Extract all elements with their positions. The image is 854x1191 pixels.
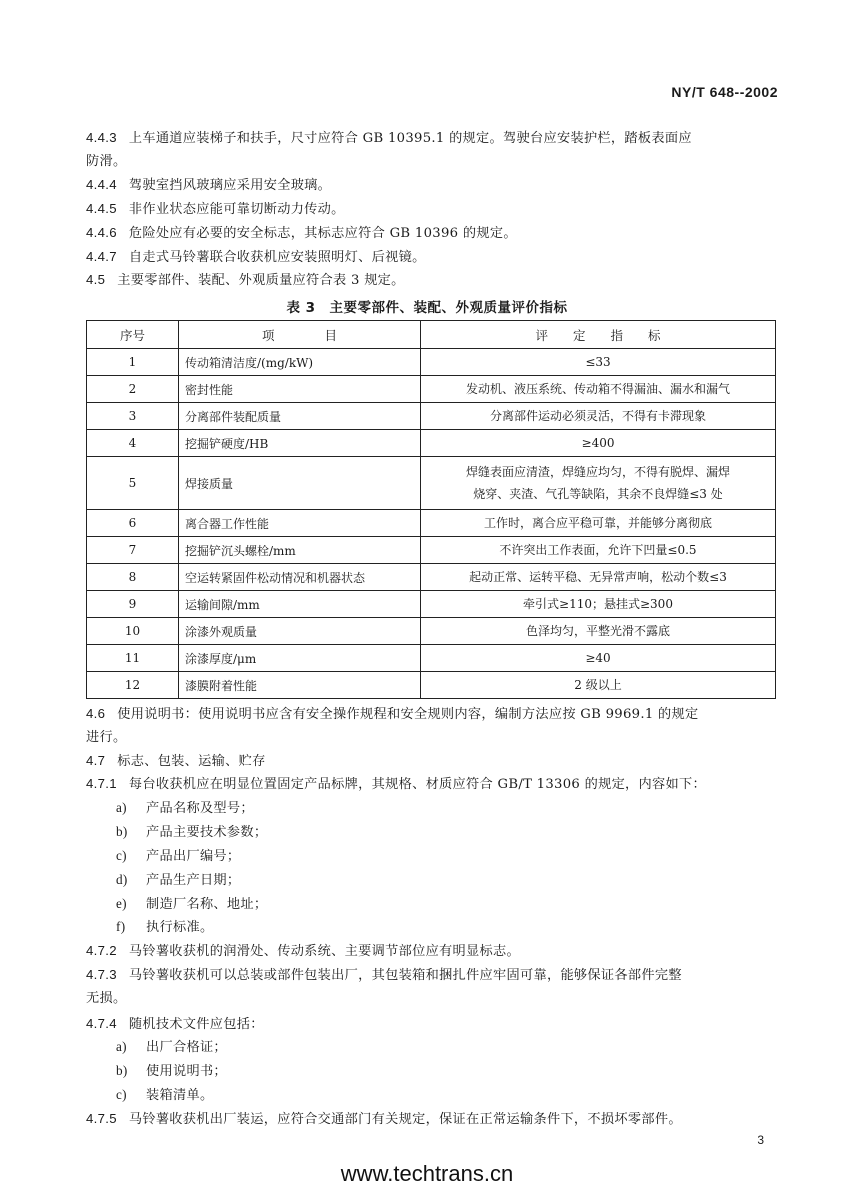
table-title: 表 3 主要零部件、装配、外观质量评价指标	[286, 300, 568, 316]
row-item: 焊接质量	[179, 457, 421, 510]
list-item: b) 使用说明书；	[116, 1063, 227, 1079]
row-item: 漆膜附着性能	[179, 672, 421, 699]
clause-continuation: 防滑。	[86, 154, 127, 169]
row-criteria: 色泽均匀，平整光滑不露底	[421, 618, 776, 645]
list-item: e) 制造厂名称、地址；	[116, 896, 268, 912]
row-number: 1	[87, 349, 179, 376]
table-header-row	[87, 321, 776, 349]
clause-4-7-3	[86, 963, 776, 1010]
list-item: f) 执行标准。	[116, 919, 214, 935]
clause-4-7-2	[86, 939, 776, 963]
list-item: a) 产品名称及型号；	[116, 800, 254, 816]
table-row	[87, 618, 776, 645]
row-number: 3	[87, 403, 179, 430]
footer-url[interactable]: www.techtrans.cn	[340, 1161, 514, 1186]
row-criteria: 分离部件运动必须灵活，不得有卡滞现象	[421, 403, 776, 430]
row-number: 9	[87, 591, 179, 618]
clause-text: 危险处应有必要的安全标志，其标志应符合 GB 10396 的规定。	[128, 226, 517, 241]
row-item: 分离部件装配质量	[179, 403, 421, 430]
row-number: 5	[87, 457, 179, 510]
clause-4-4-5	[86, 197, 776, 221]
row-criteria: ≥400	[421, 430, 776, 457]
clause-text: 标志、包装、运输、贮存	[117, 754, 266, 769]
row-number: 2	[87, 376, 179, 403]
clause-text: 马铃薯收获机出厂装运，应符合交通部门有关规定，保证在正常运输条件下，不损坏零部件。	[128, 1112, 682, 1127]
clause-text: 马铃薯收获机可以总装或部件包装出厂，其包装箱和捆扎件应牢固可靠，能够保证各部件完整	[128, 968, 682, 983]
list-item: b) 产品主要技术参数；	[116, 824, 268, 840]
row-criteria: 焊缝表面应清渣，焊缝应均匀，不得有脱焊、漏焊 烧穿、夹渣、气孔等缺陷，其余不良焊缝≤3 处	[421, 457, 776, 510]
table-row	[87, 349, 776, 376]
row-criteria: 起动正常、运转平稳、无异常声响，松动个数≤3	[421, 564, 776, 591]
page-number: 3	[757, 1133, 764, 1147]
clause-text: 每台收获机应在明显位置固定产品标牌，其规格、材质应符合 GB/T 13306 的规定，内容如下：	[128, 777, 706, 792]
row-item: 挖掘铲硬度/HB	[179, 430, 421, 457]
clause-text: 使用说明书：使用说明书应含有安全操作规程和安全规则内容，编制方法应按 GB 9969.1 的规定	[117, 707, 699, 722]
row-criteria: 发动机、液压系统、传动箱不得漏油、漏水和漏气	[421, 376, 776, 403]
row-criteria: ≥40	[421, 645, 776, 672]
clause-4-4-3	[86, 126, 776, 173]
row-number: 6	[87, 510, 179, 537]
row-criteria: 2 级以上	[421, 672, 776, 699]
list-item: a) 出厂合格证；	[116, 1039, 227, 1055]
clause-number: 4.7.3	[86, 967, 117, 982]
row-item: 运输间隙/mm	[179, 591, 421, 618]
row-criteria: 不许突出工作表面，允许下凹量≤0.5	[421, 537, 776, 564]
clause-4-7-1	[86, 772, 776, 796]
clause-number: 4.4.6	[86, 225, 117, 240]
table-row	[87, 537, 776, 564]
row-number: 4	[87, 430, 179, 457]
row-item: 涂漆厚度/μm	[179, 645, 421, 672]
clause-text: 随机技术文件应包括：	[128, 1017, 264, 1032]
table-row	[87, 457, 776, 510]
row-number: 7	[87, 537, 179, 564]
clause-number: 4.6	[86, 706, 106, 721]
table-row	[87, 591, 776, 618]
clause-4-4-4	[86, 173, 776, 197]
header-item: 项 目	[179, 321, 421, 349]
list-item: c) 装箱清单。	[116, 1087, 214, 1103]
clause-text: 上车通道应装梯子和扶手，尺寸应符合 GB 10395.1 的规定。驾驶台应安装护栏，踏板表面应	[128, 131, 692, 146]
row-item: 密封性能	[179, 376, 421, 403]
row-number: 10	[87, 618, 179, 645]
clause-4-4-6	[86, 221, 776, 245]
clause-number: 4.4.3	[86, 130, 117, 145]
standard-code: NY/T 648--2002	[671, 84, 778, 100]
clause-number: 4.7.5	[86, 1111, 117, 1126]
row-criteria: ≤33	[421, 349, 776, 376]
clause-text: 驾驶室挡风玻璃应采用安全玻璃。	[128, 178, 332, 193]
clause-4-6	[86, 702, 776, 749]
row-item: 挖掘铲沉头螺栓/mm	[179, 537, 421, 564]
clause-4-5	[86, 268, 776, 292]
row-number: 11	[87, 645, 179, 672]
row-number: 8	[87, 564, 179, 591]
clause-continuation: 无损。	[86, 991, 127, 1006]
clause-4-7	[86, 749, 776, 773]
row-item: 离合器工作性能	[179, 510, 421, 537]
row-criteria: 工作时，离合应平稳可靠，并能够分离彻底	[421, 510, 776, 537]
clause-text: 非作业状态应能可靠切断动力传动。	[128, 202, 345, 217]
row-number: 12	[87, 672, 179, 699]
clause-number: 4.7.1	[86, 776, 117, 791]
clause-number: 4.4.4	[86, 177, 117, 192]
list-item: c) 产品出厂编号；	[116, 848, 241, 864]
table-row	[87, 510, 776, 537]
table-row	[87, 403, 776, 430]
list-item: d) 产品生产日期；	[116, 872, 241, 888]
clause-4-7-4	[86, 1012, 776, 1036]
clause-number: 4.7.2	[86, 943, 117, 958]
clause-text: 自走式马铃薯联合收获机应安装照明灯、后视镜。	[128, 250, 426, 265]
clause-number: 4.7.4	[86, 1016, 117, 1031]
quality-criteria-table	[86, 320, 776, 699]
row-criteria: 牵引式≥110；悬挂式≥300	[421, 591, 776, 618]
header-serial: 序号	[87, 321, 179, 349]
header-criteria: 评 定 指 标	[421, 321, 776, 349]
row-item: 传动箱清洁度/(mg/kW)	[179, 349, 421, 376]
table-row	[87, 564, 776, 591]
table-row	[87, 376, 776, 403]
row-item: 涂漆外观质量	[179, 618, 421, 645]
clause-number: 4.5	[86, 272, 106, 287]
row-item: 空运转紧固件松动情况和机器状态	[179, 564, 421, 591]
table-row	[87, 430, 776, 457]
clause-number: 4.7	[86, 753, 106, 768]
clause-number: 4.4.7	[86, 249, 117, 264]
clause-text: 马铃薯收获机的润滑处、传动系统、主要调节部位应有明显标志。	[128, 944, 520, 959]
clause-continuation: 进行。	[86, 730, 127, 745]
table-row	[87, 672, 776, 699]
clause-4-4-7	[86, 245, 776, 269]
clause-number: 4.4.5	[86, 201, 117, 216]
table-row	[87, 645, 776, 672]
clause-4-7-5	[86, 1107, 776, 1131]
clause-text: 主要零部件、装配、外观质量应符合表 3 规定。	[117, 273, 405, 288]
